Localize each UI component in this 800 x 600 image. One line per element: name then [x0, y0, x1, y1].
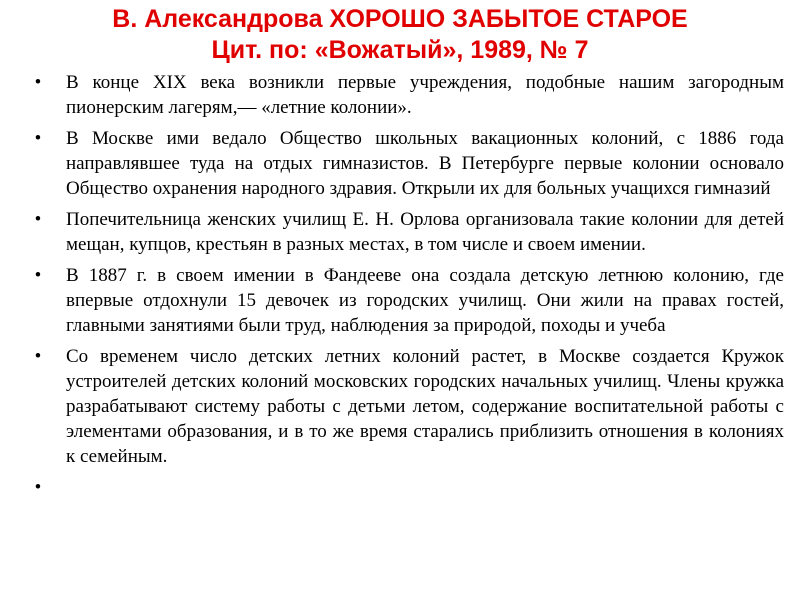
bullet-icon: • [34, 209, 42, 230]
bullet-list [32, 70, 784, 506]
title-line-1: В. Александрова ХОРОШО ЗАБЫТОЕ СТАРОЕ [112, 5, 688, 33]
list-item-text: Со временем число детских летних колоний растет, в Москве создается Кружок устроителей детских колоний московских городских начальных училищ. Члены кружка разрабатывают систему работы с детьми летом, содержание воспитательной работы с элементами образования, и в то же время старались приблизить отношения в колониях к семейным. [66, 346, 784, 467]
slide-title [0, 4, 800, 66]
list-item [32, 263, 784, 338]
bullet-icon: • [34, 477, 42, 498]
list-item-text: В Москве ими ведало Общество школьных вакационных колоний, с 1886 года направлявшее туда на отдых гимназистов. В Петербурге первые колонии основало Общество охранения народного здравия. Открыли их для больных учащихся гимназий [66, 128, 784, 199]
bullet-icon: • [34, 128, 42, 149]
list-item-text: Попечительница женских училищ Е. Н. Орлова организовала такие колонии для детей мещан, купцов, крестьян в разных местах, в том числе и своем имении. [66, 209, 784, 255]
list-item-empty [32, 475, 784, 500]
list-item-text: В конце XIX века возникли первые учреждения, подобные нашим загородным пионерским лагерям,— «летние колонии». [66, 72, 784, 118]
title-line-2: Цит. по: «Вожатый», 1989, № 7 [211, 36, 589, 64]
list-item [32, 207, 784, 257]
list-item [32, 126, 784, 201]
list-item [32, 344, 784, 469]
bullet-icon: • [34, 265, 42, 286]
list-item [32, 70, 784, 120]
list-item-text: В 1887 г. в своем имении в Фандееве она создала детскую летнюю колонию, где впервые отдохнули 15 девочек из городских училищ. Они жили на правах гостей, главными занятиями были труд, наблюдения за природой, походы и учеба [66, 265, 784, 336]
bullet-icon: • [34, 72, 42, 93]
bullet-icon: • [34, 346, 42, 367]
